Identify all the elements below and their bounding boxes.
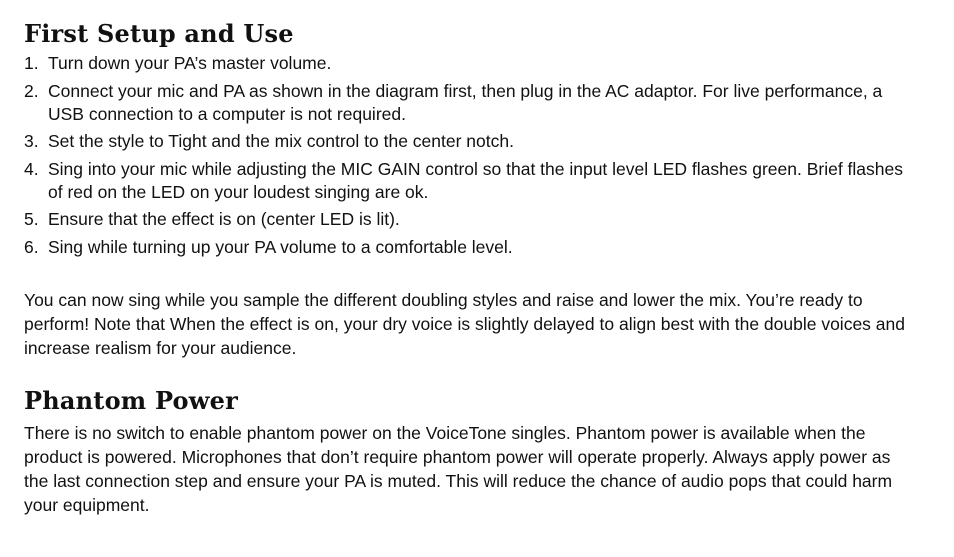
step-text: Sing into your mic while adjusting the MIC GAIN control so that the input level LED flashes green. Brief flashes of red on the LED on your loudest singing are ok.	[48, 158, 904, 202]
step-text: Connect your mic and PA as shown in the diagram first, then plug in the AC adaptor. For live performance, a USB connection to a computer is not required.	[48, 80, 883, 124]
list-item	[24, 80, 914, 126]
step-text: Set the style to Tight and the mix control to the center notch.	[48, 131, 514, 151]
ready-to-perform-paragraph: You can now sing while you sample the different doubling styles and raise and lower the mix. You’re ready to perform! Note that When the effect is on, your dry voice is slightly delayed to align best with the double voices and increase realism for your audience.	[24, 290, 905, 358]
section-title-phantom-power: Phantom Power	[24, 386, 238, 415]
setup-steps-list	[24, 52, 914, 263]
step-number: 3.	[24, 131, 39, 151]
step-text: Sing while turning up your PA volume to a comfortable level.	[48, 236, 513, 257]
step-text: Ensure that the effect is on (center LED is lit).	[48, 209, 400, 229]
list-item	[24, 130, 914, 153]
step-number: 2.	[24, 80, 39, 101]
list-item	[24, 158, 914, 204]
step-number: 6.	[24, 236, 39, 257]
phantom-power-paragraph: There is no switch to enable phantom power on the VoiceTone singles. Phantom power is available when the product is powered. Microphones that don’t require phantom power will operate properly. Always apply power as the last connection step and ensure your PA is muted. This will reduce the chance of audio pops that could harm your equipment.	[24, 423, 893, 515]
step-number: 5.	[24, 209, 39, 229]
list-item	[24, 52, 914, 75]
step-number: 4.	[24, 158, 39, 179]
step-number: 1.	[24, 53, 39, 73]
list-item	[24, 208, 914, 231]
section-title-first-setup: First Setup and Use	[24, 19, 294, 48]
list-item	[24, 236, 914, 259]
step-text: Turn down your PA’s master volume.	[48, 53, 332, 73]
